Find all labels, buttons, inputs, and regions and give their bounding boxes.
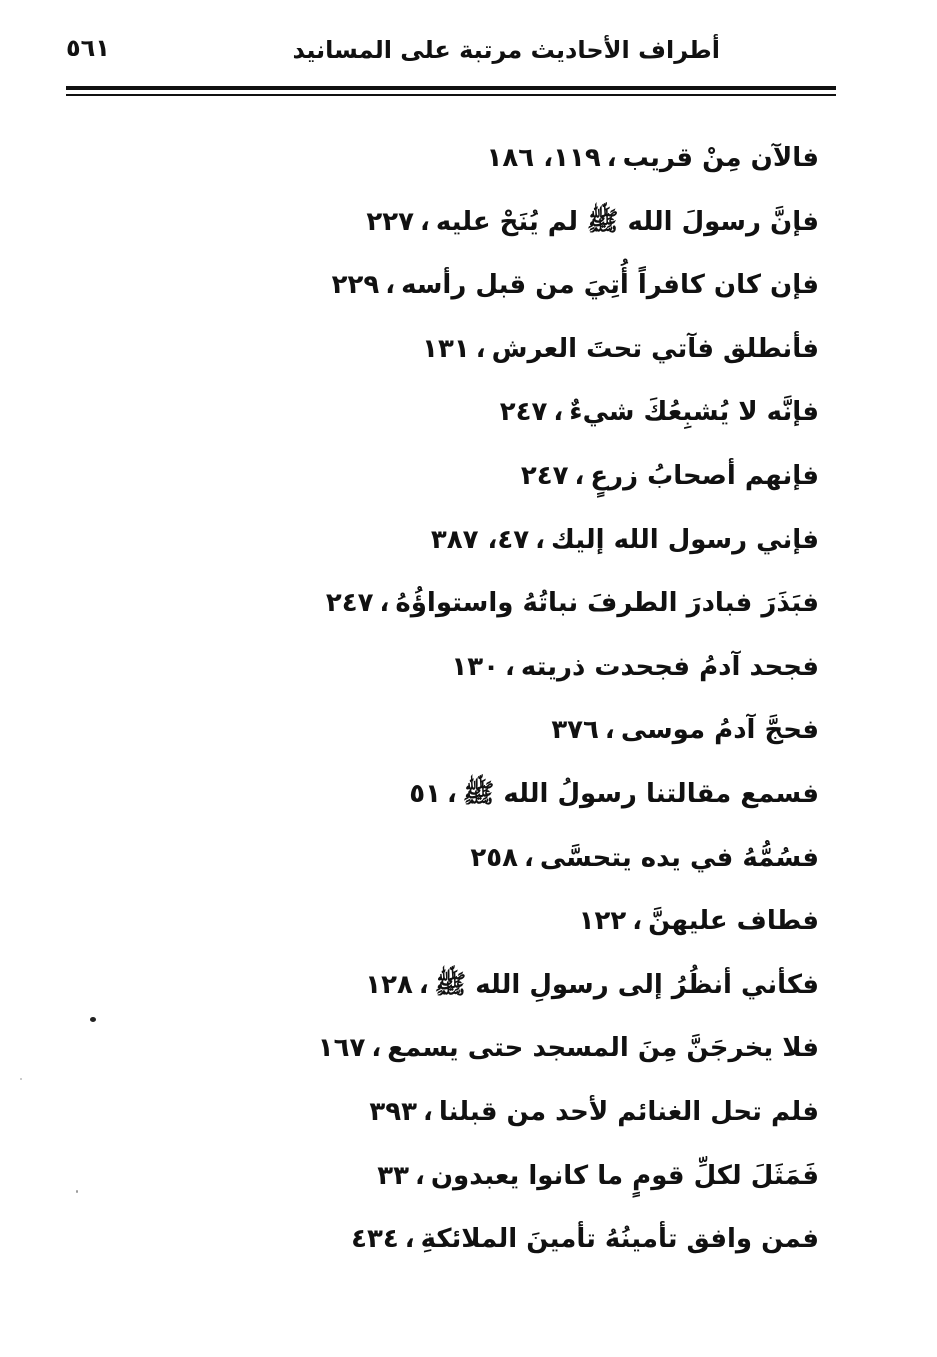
index-entry — [259, 329, 819, 393]
index-entry — [259, 1156, 819, 1220]
entry-page-reference: ٢٢٧ — [366, 206, 414, 237]
ink-speck — [20, 1078, 22, 1080]
entry-page-reference: ١٢٢ — [578, 906, 627, 937]
entry-page-reference: ٢٢٩ — [331, 270, 380, 301]
index-entry — [259, 838, 819, 902]
entry-separator: ، — [632, 906, 643, 937]
hadith-index-list — [259, 138, 819, 1283]
entry-page-reference: ٤٧، ٣٨٧ — [430, 524, 530, 555]
entry-text: فلا يخرجَنَّ مِنَ المسجد حتى يسمع — [387, 1033, 819, 1064]
entry-separator: ، — [523, 842, 534, 873]
index-entry — [259, 583, 819, 647]
entry-separator: ، — [414, 1160, 425, 1191]
entry-page-reference: ٢٥٨ — [470, 842, 518, 873]
entry-text: فحجَّ آدمُ موسى — [620, 715, 819, 746]
entry-text: فمن وافق تأمينُهُ تأمينَ الملائكةِ — [420, 1224, 819, 1255]
entry-page-reference: ٣٣ — [377, 1160, 409, 1191]
index-entry — [259, 392, 819, 456]
entry-page-reference: ١٦٧ — [317, 1033, 366, 1064]
entry-page-reference: ١٣٠ — [451, 651, 500, 682]
entry-separator: ، — [553, 397, 564, 428]
entry-separator: ، — [606, 143, 617, 173]
index-entry — [259, 138, 819, 202]
entry-separator: ، — [505, 651, 515, 682]
index-entry — [259, 265, 819, 329]
index-entry — [259, 710, 819, 774]
entry-text: فإنَّ رسولَ الله ﷺ لم يُنَحْ عليه — [435, 206, 819, 237]
entry-text: فأنطلق فآتي تحتَ العرش — [491, 333, 819, 364]
entry-page-reference: ٣٧٦ — [551, 715, 599, 746]
entry-text: فلم تحل الغنائم لأحد من قبلنا — [438, 1096, 819, 1127]
entry-page-reference: ٥١ — [409, 778, 442, 809]
index-entry — [259, 1092, 819, 1156]
entry-separator: ، — [385, 270, 396, 301]
index-entry — [259, 647, 819, 711]
entry-text: فإنهم أصحابُ زرعٍ — [590, 460, 819, 491]
ink-speck — [90, 1017, 96, 1022]
entry-text: فَمَثَلَ لكلِّ قومٍ ما كانوا يعبدون — [430, 1160, 819, 1191]
entry-separator: ، — [371, 1033, 382, 1064]
entry-page-reference: ٤٣٤ — [351, 1224, 399, 1255]
entry-text: فطاف عليهنَّ — [648, 906, 819, 937]
entry-page-reference: ١٣١ — [422, 333, 470, 364]
index-entry — [259, 774, 819, 838]
index-entry — [259, 965, 819, 1029]
entry-page-reference: ١٢٨ — [365, 969, 413, 1000]
entry-separator: ، — [475, 333, 486, 364]
page-header — [66, 30, 836, 80]
entry-text: فكأني أنظُرُ إلى رسولِ الله ﷺ — [434, 969, 819, 1000]
entry-text: فجحد آدمُ فجحدت ذريته — [520, 651, 819, 682]
entry-text: فإني رسول الله إليك — [551, 524, 819, 555]
entry-separator: ، — [574, 460, 585, 491]
entry-text: فإن كان كافراً أُتِيَ من قبل رأسه — [401, 270, 819, 301]
entry-page-reference: ٢٤٧ — [325, 588, 374, 619]
entry-separator: ، — [404, 1224, 415, 1255]
entry-text: فسُمُّهُ في يده يتحسَّى — [539, 842, 819, 873]
entry-text: فإنَّه لا يُشبِعُكَ شيءٌ — [569, 397, 819, 428]
entry-page-reference: ٣٩٣ — [369, 1096, 417, 1127]
entry-page-reference: ١١٩، ١٨٦ — [486, 143, 601, 173]
entry-separator: ، — [379, 588, 390, 619]
index-entry — [259, 1028, 819, 1092]
entry-text: فسمع مقالتنا رسولُ الله ﷺ — [462, 778, 819, 809]
entry-separator: ، — [535, 524, 546, 555]
entry-separator: ، — [418, 969, 429, 1000]
entry-text: فبَذَرَ فبادرَ الطرفَ نباتُهُ واستواؤُهُ — [395, 588, 819, 619]
header-rule-thin — [66, 94, 836, 96]
index-entry — [259, 456, 819, 520]
page-number: ٥٦١ — [66, 34, 110, 62]
entry-text: فالآن مِنْ قريب — [622, 143, 819, 173]
entry-separator: ، — [422, 1096, 433, 1127]
index-entry — [259, 202, 819, 266]
index-entry — [259, 1219, 819, 1283]
index-entry — [259, 520, 819, 584]
entry-separator: ، — [604, 715, 615, 746]
entry-page-reference: ٢٤٧ — [499, 397, 548, 428]
entry-separator: ، — [447, 778, 457, 809]
header-rule-thick — [66, 86, 836, 90]
running-title: أطراف الأحاديث مرتبة على المسانيد — [292, 36, 720, 64]
index-entry — [259, 901, 819, 965]
entry-separator: ، — [419, 206, 430, 237]
ink-speck — [76, 1190, 78, 1193]
entry-page-reference: ٢٤٧ — [520, 460, 569, 491]
